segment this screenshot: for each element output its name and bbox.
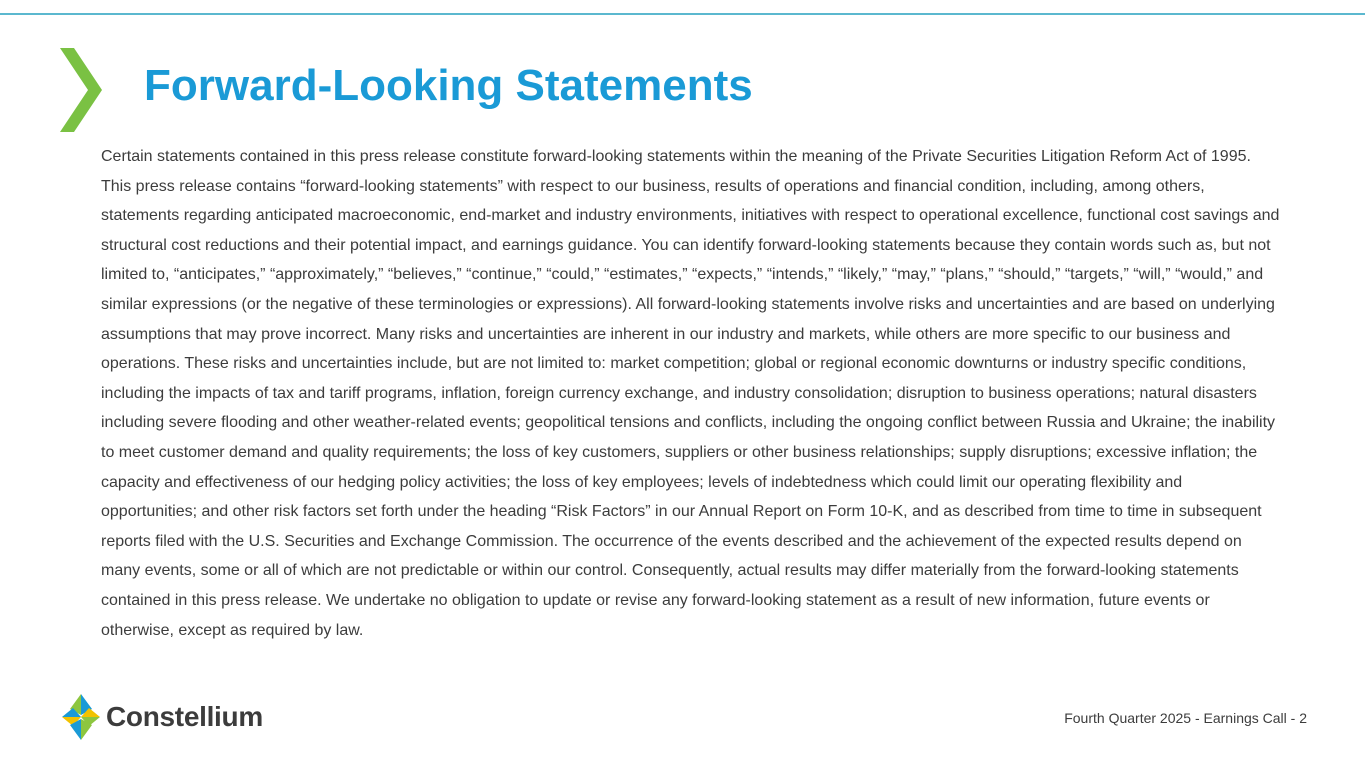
constellium-star-icon bbox=[62, 694, 100, 740]
slide-title: Forward-Looking Statements bbox=[144, 61, 753, 110]
chevron-right-icon bbox=[60, 48, 104, 132]
slide-footer: Fourth Quarter 2025 - Earnings Call - 2 bbox=[1064, 710, 1307, 726]
logo-wordmark: Constellium bbox=[106, 701, 263, 732]
forward-looking-statement-text: Certain statements contained in this press release constitute forward-looking statements within the meaning of the Private Securities Litigation Reform Act of 1995. This press release contains “forward-looking statements” with respect to our business, results of operations and financial condition, including, among others, statements regarding anticipated macroeconomic, end-market and industry environments, initiatives with respect to operational excellence, functional cost savings and structural cost reductions and their potential impact, and earnings guidance. You can identify forward-looking statements because they contain words such as, but not limited to, “anticipates,” “approximately,” “believes,” “continue,” “could,” “estimates,” “expects,” “intends,” “likely,” “may,” “plans,” “should,” “targets,” “will,” “would,” and similar expressions (or the negative of these terminologies or expressions). All forward-looking statements involve risks and uncertainties and are based on underlying assumptions that may prove incorrect. Many risks and uncertainties are inherent in our industry and markets, while others are more specific to our business and operations. These risks and uncertainties include, but are not limited to: market competition; global or regional economic downturns or industry specific conditions, including the impacts of tax and tariff programs, inflation, foreign currency exchange, and industry consolidation; disruption to business operations; natural disasters including severe flooding and other weather-related events; geopolitical tensions and conflicts, including the ongoing conflict between Russia and Ukraine; the inability to meet customer demand and quality requirements; the loss of key customers, suppliers or other business relationships; supply disruptions; excessive inflation; the capacity and effectiveness of our hedging policy activities; the loss of key employees; levels of indebtedness which could limit our operating flexibility and opportunities; and other risk factors set forth under the heading “Risk Factors” in our Annual Report on Form 10-K, and as described from time to time in subsequent reports filed with the U.S. Securities and Exchange Commission. The occurrence of the events described and the achievement of the expected results depend on many events, some or all of which are not predictable or within our control. Consequently, actual results may differ materially from the forward-looking statements contained in this press release. We undertake no obligation to update or revise any forward-looking statement as a result of new information, future events or otherwise, except as required by law. bbox=[101, 148, 1280, 639]
company-logo bbox=[62, 694, 263, 740]
top-divider bbox=[0, 13, 1365, 15]
